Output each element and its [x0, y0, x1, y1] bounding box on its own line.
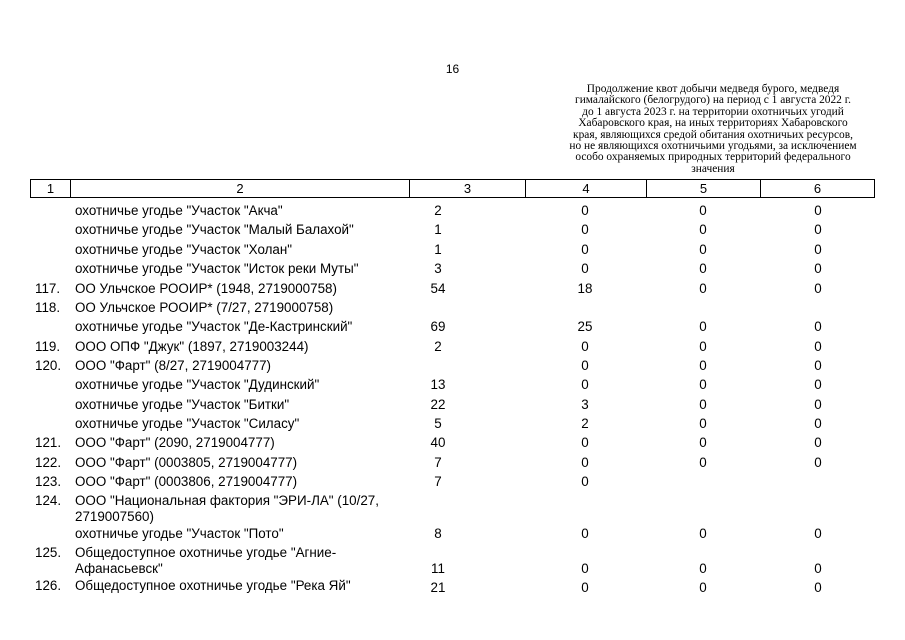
row-name-line1: ООО "Национальная фактория "ЭРИ-ЛА" (10/27,: [75, 493, 379, 508]
row-name: ООО ОПФ "Джук" (1897, 2719003244): [75, 339, 309, 354]
row-number: 122.: [35, 455, 62, 470]
row-col4: 0: [581, 261, 589, 276]
row-col5: 0: [699, 203, 707, 218]
row-number: 117.: [35, 281, 61, 296]
row-col6: 0: [814, 561, 822, 576]
row-col3: 69: [430, 319, 446, 334]
row-col4: 0: [581, 339, 589, 354]
row-name-line2: 2719007560): [75, 509, 154, 524]
row-col3: 5: [434, 416, 442, 431]
row-col3: 7: [434, 474, 442, 489]
heading-line: до 1 августа 2023 г. на территории охотничьих угодий: [582, 105, 844, 118]
row-col3: 54: [430, 281, 446, 296]
row-name: охотничье угодье "Участок "Де-Кастринский": [75, 319, 353, 334]
row-name: ООО "Фарт" (0003806, 2719004777): [75, 474, 298, 489]
row-col3: 40: [430, 435, 446, 450]
row-col5: 0: [699, 261, 707, 276]
column-header-1: 1: [30, 179, 71, 198]
row-col3: 11: [431, 561, 445, 576]
row-col4: 0: [581, 435, 589, 450]
column-header-6: 6: [760, 179, 875, 198]
row-name-line1: Общедоступное охотничье угодье "Агние-: [75, 545, 337, 560]
column-header-5: 5: [646, 179, 761, 198]
heading-line: Продолжение квот добычи медведя бурого, медведя: [586, 83, 840, 95]
row-number: 118.: [35, 300, 61, 315]
row-col3: 1: [434, 222, 442, 237]
row-number: 125.: [35, 545, 62, 560]
row-col5: 0: [699, 358, 707, 373]
heading-line: особо охраняемых природных территорий федерального: [575, 151, 851, 164]
column-header-row: [30, 179, 875, 199]
heading-line: Хабаровского края, на иных территориях Хабаровского: [578, 117, 848, 130]
row-name: ООО "Фарт" (2090, 2719004777): [75, 435, 275, 450]
row-col5: 0: [699, 377, 707, 392]
row-name: охотничье угодье "Участок "Исток реки Муты": [75, 261, 359, 276]
row-col5: 0: [699, 561, 707, 576]
row-col5: 0: [699, 435, 707, 450]
row-name: Общедоступное охотничье угодье "Река Яй": [75, 578, 351, 593]
row-name: охотничье угодье "Участок "Акча": [75, 203, 283, 218]
heading-line: края, являющихся средой обитания охотничьих ресурсов,: [573, 128, 853, 141]
page-number: 16: [445, 62, 460, 76]
row-col3: 7: [434, 455, 442, 470]
row-col4: 25: [577, 319, 593, 334]
row-col6: 0: [814, 203, 822, 218]
row-col4: 0: [581, 474, 589, 489]
row-name: охотничье угодье "Участок "Битки": [75, 397, 290, 412]
row-number: 121.: [35, 435, 62, 450]
row-col6: 0: [814, 222, 822, 237]
row-col3: 3: [434, 261, 442, 276]
row-col5: 0: [699, 397, 707, 412]
row-col4: 0: [581, 580, 589, 595]
row-col5: 0: [699, 455, 707, 470]
row-number: 126.: [35, 578, 62, 593]
row-number: 120.: [35, 358, 62, 373]
row-col3: 2: [434, 339, 442, 354]
row-col3: 22: [430, 397, 446, 412]
row-col5: 0: [699, 281, 707, 296]
row-col4: 0: [581, 242, 589, 257]
row-col5: 0: [699, 580, 707, 595]
row-col4: 18: [577, 281, 593, 296]
row-name: охотничье угодье "Участок "Дудинский": [75, 377, 320, 392]
row-col5: 0: [699, 242, 707, 257]
row-col6: 0: [814, 580, 822, 595]
row-name: охотничье угодье "Участок "Пото": [75, 526, 284, 541]
row-col3: 2: [434, 203, 442, 218]
row-col3: 13: [430, 377, 446, 392]
row-name-line2: Афанасьевск": [75, 561, 163, 576]
row-col6: 0: [814, 358, 822, 373]
row-col6: 0: [814, 261, 822, 276]
row-name: ООО "Фарт" (0003805, 2719004777): [75, 455, 298, 470]
row-col4: 0: [581, 561, 589, 576]
row-col6: 0: [814, 416, 822, 431]
row-name: ОО Ульчское РООИР* (1948, 2719000758): [75, 281, 337, 296]
row-name: охотничье угодье "Участок "Холан": [75, 242, 293, 257]
row-col4: 3: [581, 397, 589, 412]
row-col4: 0: [581, 377, 589, 392]
row-number: 119.: [35, 339, 61, 354]
row-number: 124.: [35, 493, 62, 508]
row-col3: 1: [434, 242, 442, 257]
row-name: ООО "Фарт" (8/27, 2719004777): [75, 358, 272, 373]
row-col4: 2: [581, 416, 589, 431]
table-heading: [540, 84, 886, 175]
heading-line: но не являющихся охотничьими угодьями, за исключением: [569, 140, 857, 153]
row-name: [75, 493, 405, 525]
row-col6: 0: [814, 397, 822, 412]
column-header-4: 4: [525, 179, 647, 198]
column-header-3: 3: [409, 179, 526, 198]
row-col6: 0: [814, 526, 822, 541]
row-col4: 0: [581, 526, 589, 541]
row-name: охотничье угодье "Участок "Малый Балахой": [75, 222, 354, 237]
column-header-2: 2: [70, 179, 410, 198]
row-col5: 0: [699, 339, 707, 354]
row-number: 123.: [35, 474, 62, 489]
row-col4: 0: [581, 222, 589, 237]
row-col4: 0: [581, 203, 589, 218]
heading-line: гималайского (белогрудого) на период с 1 августа 2022 г.: [575, 94, 851, 107]
row-col6: 0: [814, 377, 822, 392]
row-col6: 0: [814, 455, 822, 470]
row-col6: 0: [814, 339, 822, 354]
row-name: ОО Ульчское РООИР* (7/27, 2719000758): [75, 300, 334, 315]
row-col6: 0: [814, 242, 822, 257]
row-col5: 0: [699, 319, 707, 334]
row-name: [75, 545, 405, 577]
row-col4: 0: [581, 455, 589, 470]
row-col3: 8: [434, 526, 442, 541]
row-col5: 0: [699, 416, 707, 431]
row-col6: 0: [814, 435, 822, 450]
row-col6: 0: [814, 319, 822, 334]
row-col5: 0: [699, 222, 707, 237]
heading-line: значения: [691, 162, 735, 175]
row-col5: 0: [699, 526, 707, 541]
row-col4: 0: [581, 358, 589, 373]
row-name: охотничье угодье "Участок "Силасу": [75, 416, 300, 431]
row-col6: 0: [814, 281, 822, 296]
row-col3: 21: [430, 580, 446, 595]
